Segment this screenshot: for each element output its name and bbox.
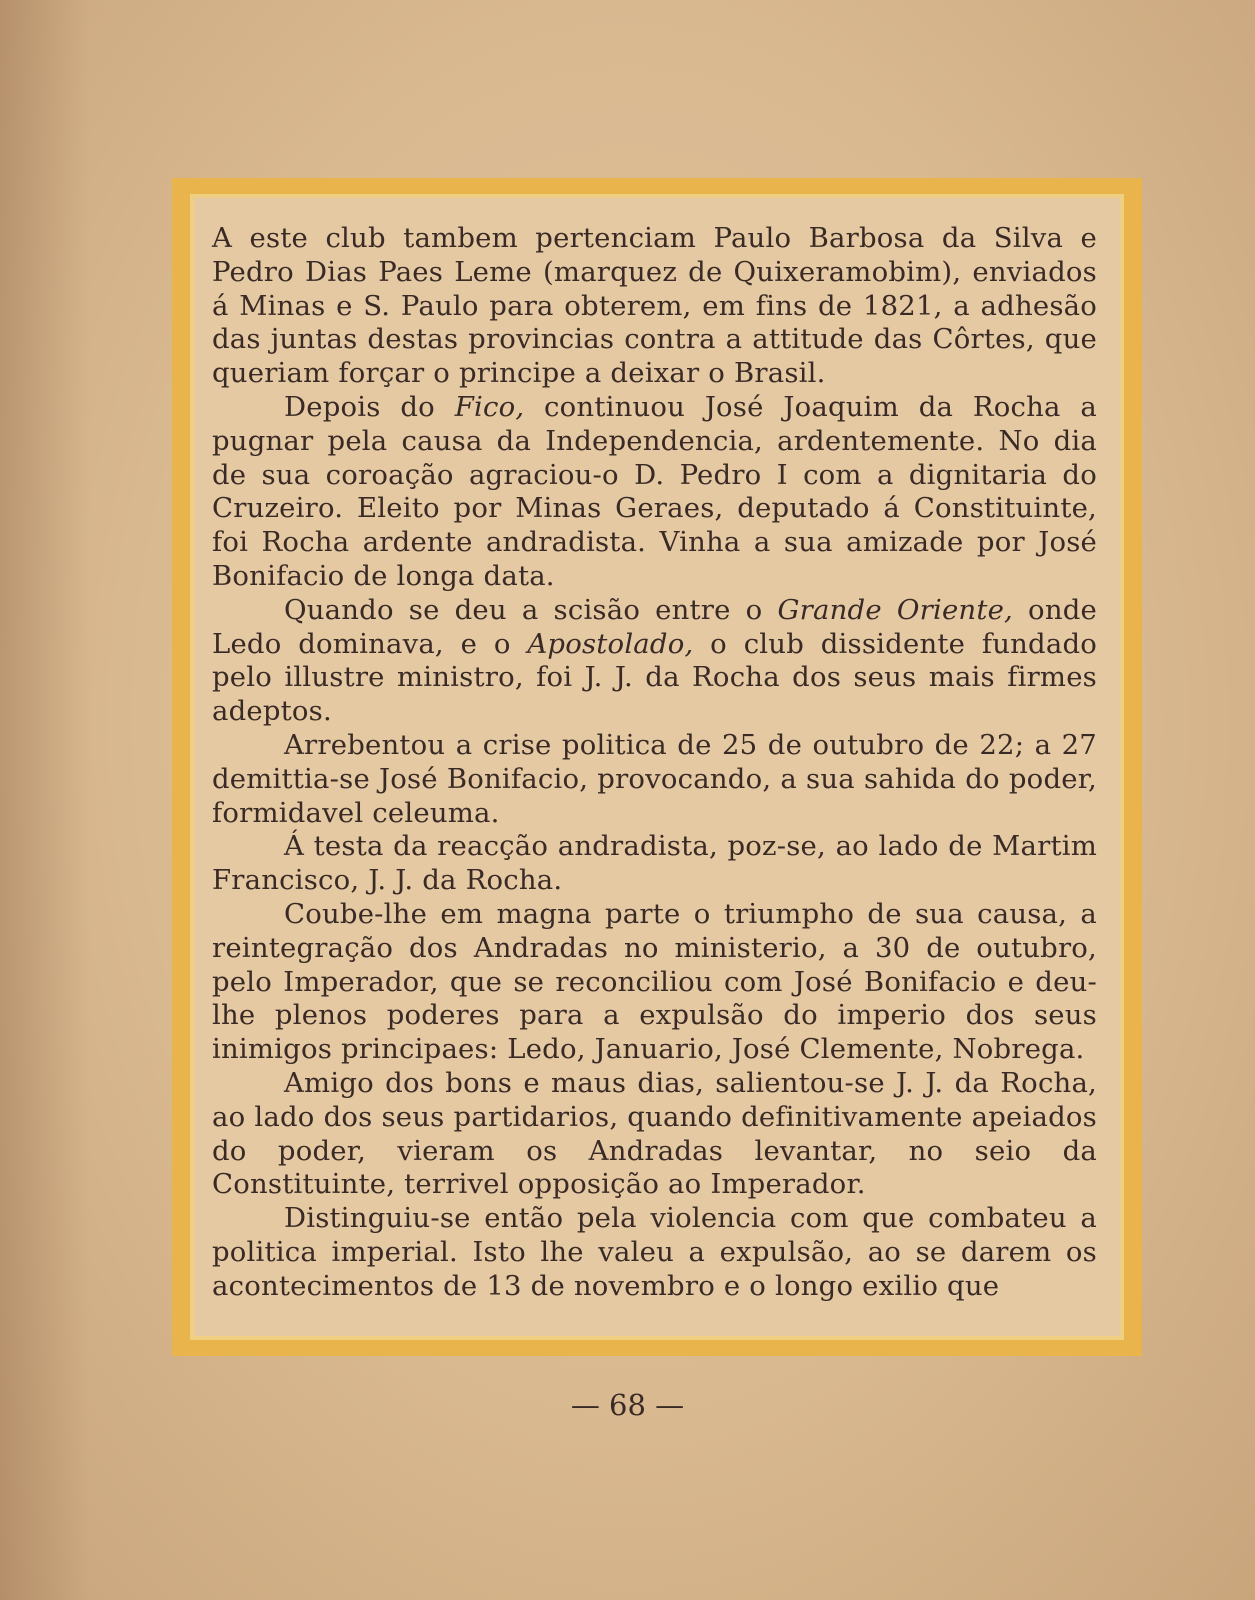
paragraph xyxy=(212,222,1097,391)
body-text xyxy=(212,222,1097,1304)
italic-term: Grande Oriente, xyxy=(777,593,1013,626)
paragraph xyxy=(212,729,1097,830)
text-run: A este club tambem pertenciam Paulo Barbosa da Silva e Pedro Dias Paes Leme (marquez de Quixeramobim), enviados á Minas e S. Paulo para obterem, em fins de 1821, a adhesão das juntas destas provincias contra a attitude das Côrtes, que queriam forçar o principe a deixar o Brasil. xyxy=(212,222,1097,390)
paragraph xyxy=(212,1067,1097,1202)
italic-term: Apostolado, xyxy=(527,627,694,660)
text-run: Á testa da reacção andradista, poz-se, ao lado de Martim Francisco, J. J. da Rocha. xyxy=(212,830,1097,897)
text-run: Arrebentou a crise politica de 25 de outubro de 22; a 27 demittia-se José Bonifacio, provocando, a sua sahida do poder, formidavel celeuma. xyxy=(212,728,1097,829)
paragraph xyxy=(212,1202,1097,1303)
text-run: Quando se deu a scisão entre o xyxy=(284,593,778,626)
text-run: Depois do xyxy=(284,390,455,423)
paragraph xyxy=(212,391,1097,594)
paragraph xyxy=(212,830,1097,898)
page-number: — 68 — xyxy=(570,1388,685,1422)
text-run: Distinguiu-se então pela violencia com que combateu a politica imperial. Isto lhe valeu a expulsão, ao se darem os acontecimentos de 13 de novembro e o longo exilio que xyxy=(212,1202,1097,1302)
page-edge-shadow xyxy=(0,0,90,1600)
text-run: Amigo dos bons e maus dias, salientou-se J. J. da Rocha, ao lado dos seus partidarios, quando definitivamente apeiados do poder, vieram os Andradas levantar, no seio da Constituinte, terrivel opposição ao Imperador. xyxy=(212,1066,1097,1201)
text-run: o club dissidente fundado pelo illustre ministro, foi J. J. da Rocha dos seus mais firmes adeptos. xyxy=(212,627,1098,728)
text-run: Coube-lhe em magna parte o triumpho de sua causa, a reintegração dos Andradas no ministerio, a 30 de outubro, pelo Imperador, que se reconciliou com José Bonifacio e deu-lhe plenos poderes para a expulsão do imperio dos seus inimigos principaes: Ledo, Januario, José Clemente, Nobrega. xyxy=(212,897,1097,1066)
paragraph xyxy=(212,898,1097,1067)
italic-term: Fico, xyxy=(454,390,525,423)
text-run: onde Ledo dominava, e o xyxy=(212,593,1098,660)
paragraph xyxy=(212,594,1097,729)
text-run: continuou José Joaquim da Rocha a pugnar pela causa da Independencia, ardentemente. No dia de sua coroação agraciou-o D. Pedro I com a dignitaria do Cruzeiro. Eleito por Minas Geraes, deputado á Constituinte, foi Rocha ardente andradista. Vinha a sua amizade por José Bonifacio de longa data. xyxy=(212,390,1097,592)
